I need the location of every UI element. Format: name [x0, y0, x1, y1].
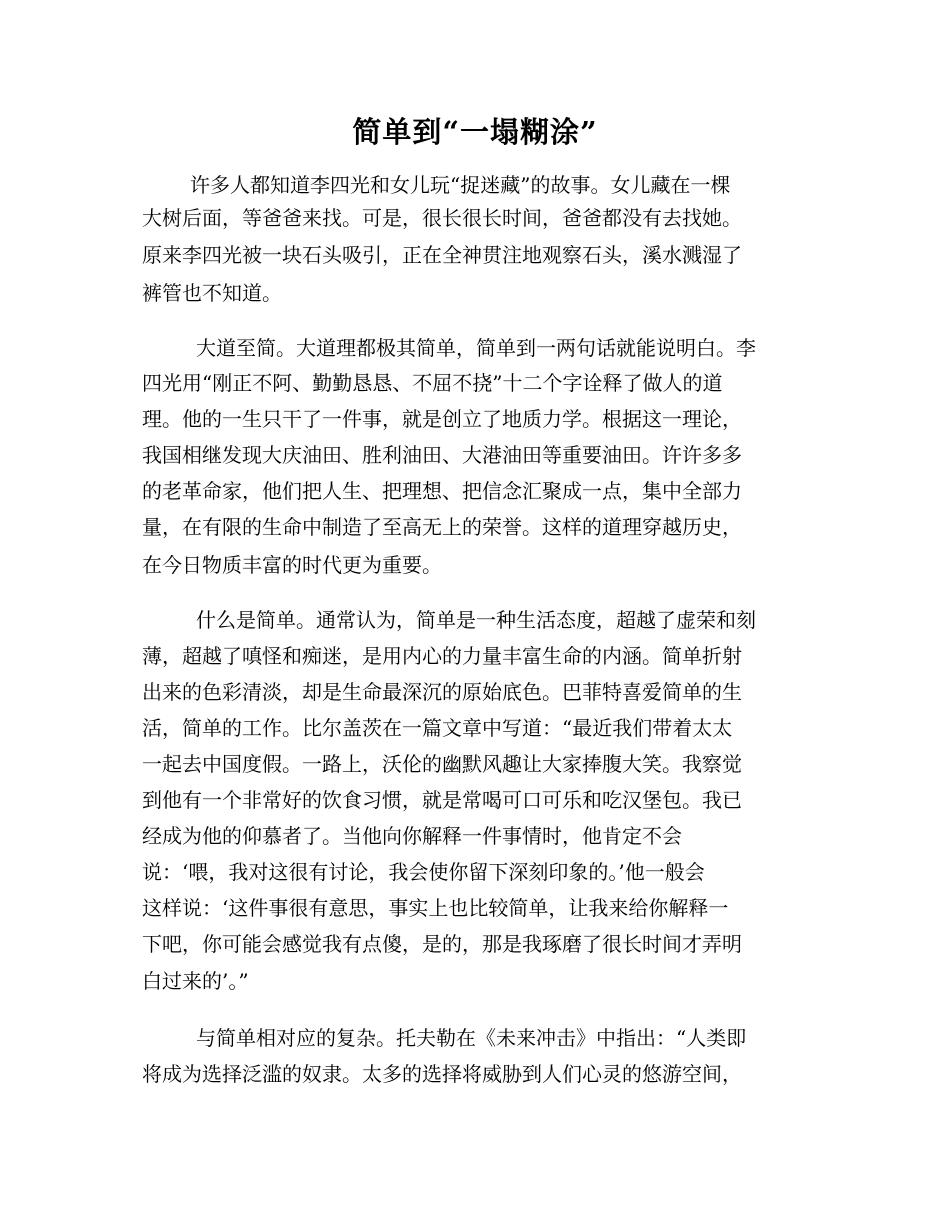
paragraph-3-line-1: 什么是简单。通常认为，简单是一种生活态度，超越了虚荣和刻 — [196, 608, 756, 632]
paragraph-3-line-7: 经成为他的仰慕者了。当他向你解释一件事情时，他肯定不会 — [142, 824, 682, 848]
paragraph-3-line-4: 活，简单的工作。比尔盖茨在一篇文章中写道：“最近我们带着太太 — [142, 716, 733, 740]
paragraph-4-line-1: 与简单相对应的复杂。托夫勒在《未来冲击》中指出：“人类即 — [196, 1026, 747, 1050]
paragraph-3-line-11: 白过来的’。” — [142, 969, 249, 993]
paragraph-2-line-4: 我国相继发现大庆油田、胜利油田、大港油田等重要油田。许许多多 — [142, 443, 742, 467]
paragraph-3-line-8: 说：‘喂，我对这很有讨论，我会使你留下深刻印象的。’他一般会 — [142, 860, 705, 884]
paragraph-2-line-2: 四光用“刚正不阿、勤勤恳恳、不屈不挠”十二个字诠释了做人的道 — [142, 371, 723, 395]
paragraph-3-line-6: 到他有一个非常好的饮食习惯，就是常喝可口可乐和吃汉堡包。我已 — [142, 788, 742, 812]
paragraph-2-line-1: 大道至简。大道理都极其简单，简单到一两句话就能说明白。李 — [196, 336, 756, 360]
paragraph-4-line-2: 将成为选择泛滥的奴隶。太多的选择将威胁到人们心灵的悠游空间， — [142, 1062, 742, 1086]
paragraph-3-line-3: 出来的色彩清淡，却是生命最深沉的原始底色。巴菲特喜爱简单的生 — [142, 680, 742, 704]
paragraph-3-line-5: 一起去中国度假。一路上，沃伦的幽默风趣让大家捧腹大笑。我察觉 — [142, 752, 742, 776]
paragraph-1-line-4: 裤管也不知道。 — [142, 281, 282, 305]
paragraph-2-line-5: 的老革命家，他们把人生、把理想、把信念汇聚成一点，集中全部力 — [142, 479, 742, 503]
paragraph-2-line-6: 量，在有限的生命中制造了至高无上的荣誉。这样的道理穿越历史， — [142, 515, 742, 539]
document-title: 简单到“一塌糊涂” — [352, 115, 598, 149]
paragraph-1-line-2: 大树后面，等爸爸来找。可是，很长很长时间，爸爸都没有去找她。 — [142, 206, 742, 230]
paragraph-3-line-10: 下吧，你可能会感觉我有点傻，是的，那是我琢磨了很长时间才弄明 — [142, 932, 742, 956]
paragraph-3-line-9: 这样说：‘这件事很有意思，事实上也比较简单，让我来给你解释一 — [142, 896, 729, 920]
paragraph-3-line-2: 薄，超越了嗔怪和痴迷，是用内心的力量丰富生命的内涵。简单折射 — [142, 644, 742, 668]
paragraph-2-line-3: 理。他的一生只干了一件事，就是创立了地质力学。根据这一理论， — [142, 407, 742, 431]
paragraph-1-line-3: 原来李四光被一块石头吸引，正在全神贯注地观察石头，溪水溅湿了 — [142, 243, 742, 267]
paragraph-1-line-1: 许多人都知道李四光和女儿玩“捉迷藏”的故事。女儿藏在一棵 — [190, 173, 731, 197]
paragraph-2-line-7: 在今日物质丰富的时代更为重要。 — [142, 553, 442, 577]
